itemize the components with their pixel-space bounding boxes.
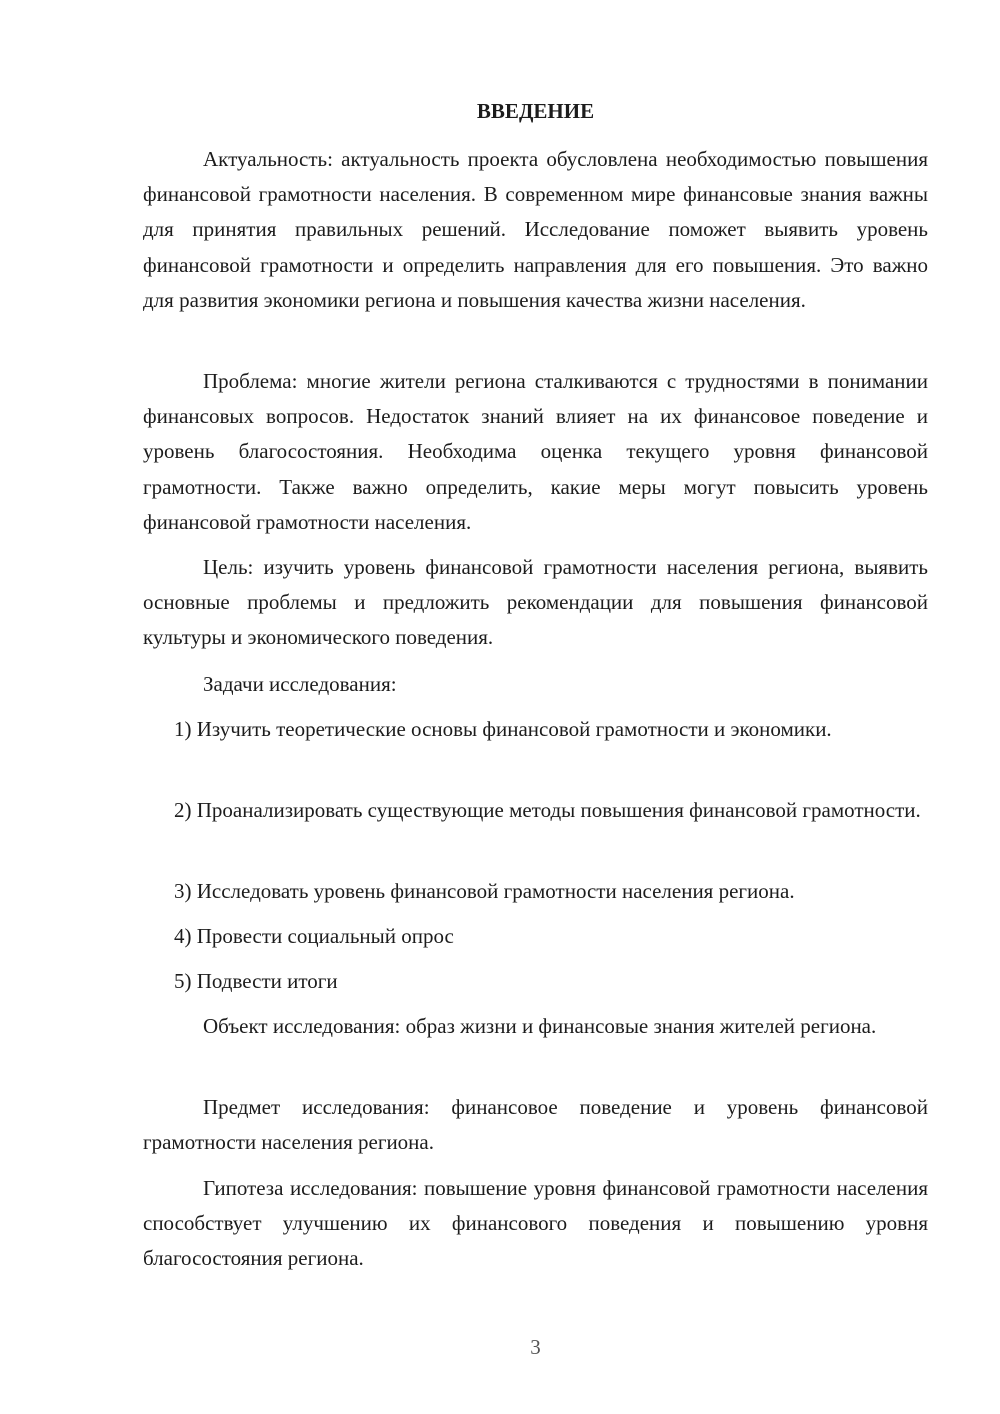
hypothesis-paragraph: Гипотеза исследования: повышение уровня финансовой грамотности населения способствует улучшению их финансового поведения и повышению уровня благосостояния региона.	[143, 1176, 928, 1271]
object-paragraph: Объект исследования: образ жизни и финансовые знания жителей региона.	[203, 1014, 877, 1038]
page-title: ВВЕДЕНИЕ	[476, 99, 595, 123]
problem-paragraph: Проблема: многие жители региона сталкиваются с трудностями в понимании финансовых вопросов. Недостаток знаний влияет на их финансовое поведение и уровень благосостояния. Необходима оценка текущего уровня финансовой грамотности. Также важно определить, какие меры могут повысить уровень финансовой грамотности населения.	[143, 369, 928, 534]
task-item-5: 5) Подвести итоги	[174, 969, 338, 993]
goal-paragraph: Цель: изучить уровень финансовой грамотности населения региона, выявить основные проблемы и предложить рекомендации для повышения финансовой культуры и экономического поведения.	[143, 555, 928, 650]
tasks-title: Задачи исследования:	[203, 672, 397, 696]
page-number: 3	[530, 1335, 541, 1359]
subject-paragraph: Предмет исследования: финансовое поведение и уровень финансовой грамотности населения региона.	[143, 1095, 928, 1155]
task-item-4: 4) Провести социальный опрос	[174, 924, 454, 948]
task-item-2: 2) Проанализировать существующие методы повышения финансовой грамотности.	[174, 798, 921, 822]
actuality-paragraph: Актуальность: актуальность проекта обусловлена необходимостью повышения финансовой грамотности населения. В современном мире финансовые знания важны для принятия правильных решений. Исследование поможет выявить уровень финансовой грамотности и определить направления для его повышения. Это важно для развития экономики региона и повышения качества жизни населения.	[143, 147, 928, 312]
task-item-1: 1) Изучить теоретические основы финансовой грамотности и экономики.	[174, 717, 832, 741]
task-item-3: 3) Исследовать уровень финансовой грамотности населения региона.	[174, 879, 795, 903]
